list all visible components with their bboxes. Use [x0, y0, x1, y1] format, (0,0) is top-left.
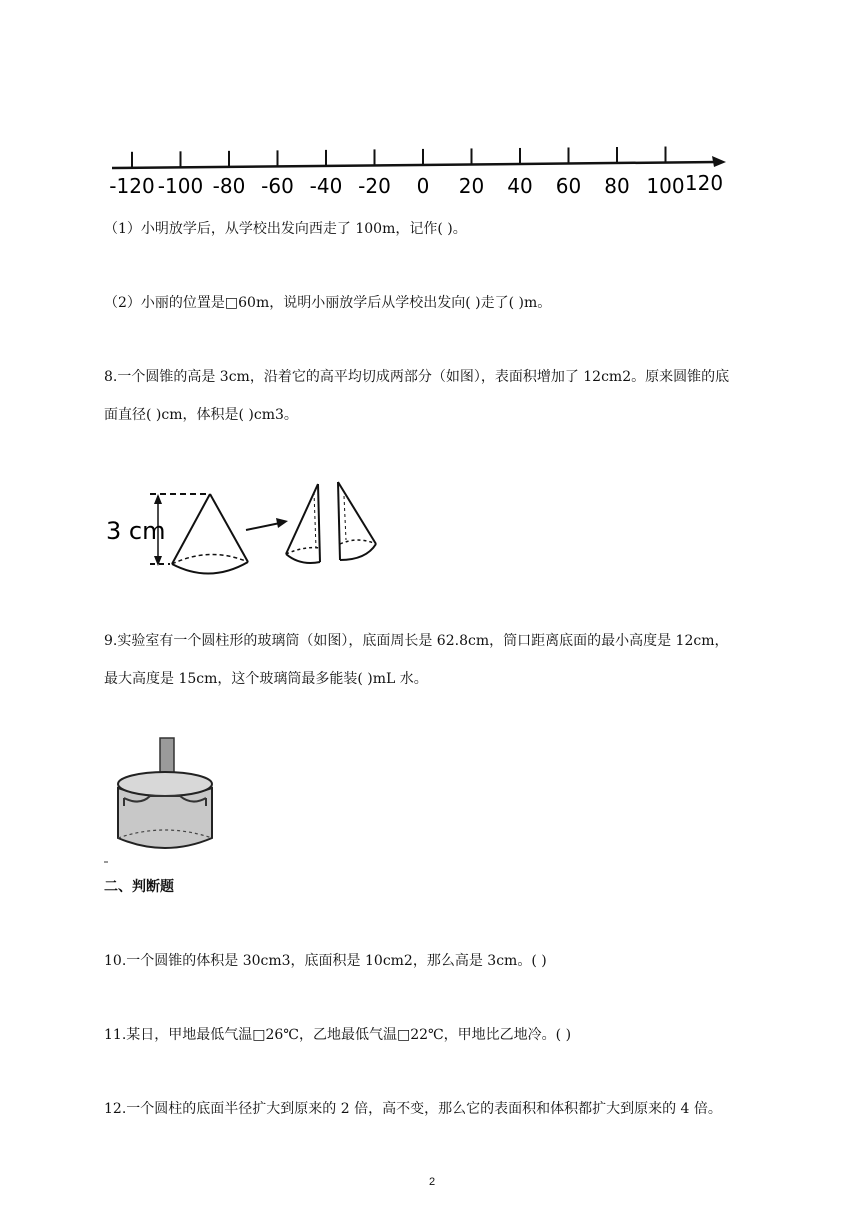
- number-line-tick-label: 80: [604, 174, 630, 198]
- number-line-tick-label: 60: [555, 174, 582, 198]
- q8-line1: 8.一个圆锥的高是 3cm，沿着它的高平均切成两部分（如图），表面积增加了 12cm2。原来圆锥的底: [104, 369, 730, 385]
- number-line-tick-label: 0: [416, 174, 430, 198]
- q10: 10.一个圆锥的体积是 30cm3，底面积是 10cm2，那么高是 3cm。( ): [104, 953, 547, 969]
- q9-line2: 最大高度是 15cm，这个玻璃筒最多能装( )mL 水。: [104, 671, 428, 687]
- number-line-axis: [112, 162, 718, 168]
- number-line-tick-label: -100: [157, 174, 204, 198]
- number-line-tick-label: 40: [507, 174, 533, 198]
- number-line-tick-label: 120: [684, 171, 724, 195]
- page-number: 2: [429, 1176, 436, 1188]
- number-line-tick-label: 100: [646, 174, 685, 198]
- glass-cylinder-figure: [100, 734, 230, 864]
- q7-part2: （2）小丽的位置是□60m，说明小丽放学后从学校出发向( )走了( )m。: [104, 295, 552, 311]
- transform-arrow: [246, 518, 288, 530]
- cone-cut-figure: [100, 478, 400, 588]
- number-line-arrow: [712, 156, 726, 167]
- number-line-tick-label: -20: [358, 174, 391, 198]
- q12: 12.一个圆柱的底面半径扩大到原来的 2 倍，高不变，那么它的表面积和体积都扩大到原来的 4 倍。: [104, 1101, 722, 1117]
- half-cone-right: [338, 482, 376, 560]
- cylinder-rim: [118, 772, 212, 796]
- number-line-tick-label: -60: [261, 174, 294, 198]
- section-title-judgment: 二、判断题: [104, 879, 174, 895]
- half-cone-left: [286, 484, 320, 563]
- q11: 11.某日，甲地最低气温□26℃，乙地最低气温□22℃，甲地比乙地冷。( ): [104, 1027, 572, 1043]
- q9-line1: 9.实验室有一个圆柱形的玻璃筒（如图），底面周长是 62.8cm，筒口距离底面的最小高度是 12cm，: [104, 633, 729, 649]
- q8-line2: 面直径( )cm，体积是( )cm3。: [104, 407, 298, 423]
- number-line-tick-label: -120: [109, 174, 155, 198]
- number-line-tick-label: -40: [309, 174, 343, 198]
- original-cone: [172, 494, 248, 574]
- number-line-tick-label: -80: [212, 174, 246, 198]
- height-label: 3 cm: [106, 517, 166, 545]
- q7-part1: （1）小明放学后，从学校出发向西走了 100m，记作( )。: [104, 221, 467, 237]
- number-line-tick-label: 20: [458, 174, 485, 198]
